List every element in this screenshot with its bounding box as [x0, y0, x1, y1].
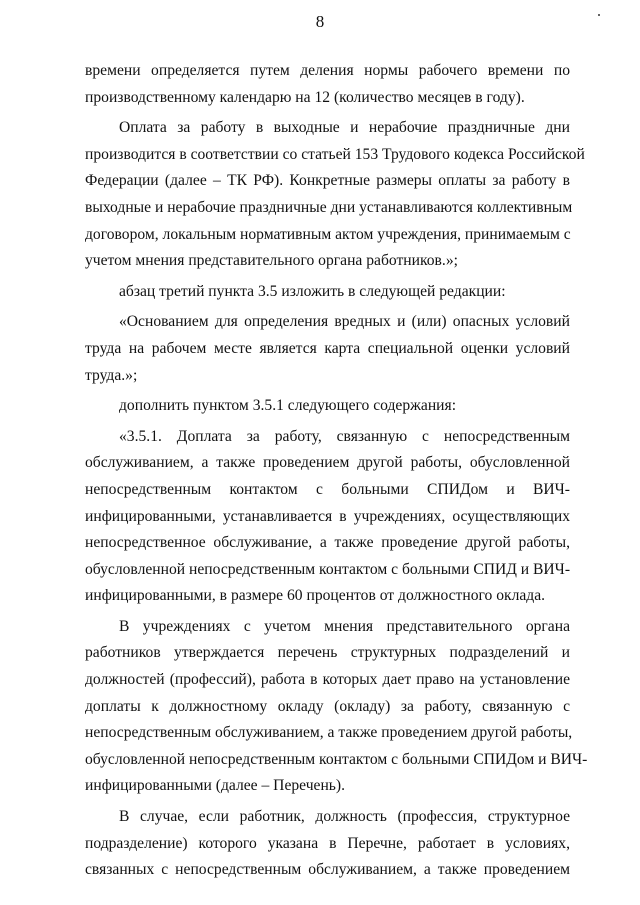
text-line: должностей (профессий), работа в которых дает право на установление: [85, 671, 570, 689]
text-line: труда.»;: [85, 366, 138, 384]
text-line: труда на рабочем месте является карта специальной оценки условий: [85, 339, 570, 357]
text-line: инфицированными, устанавливается в учреждениях, осуществляющих: [85, 507, 570, 525]
text-line: дополнить пунктом 3.5.1 следующего содержания:: [119, 397, 457, 415]
scan-dot: [598, 14, 600, 16]
text-line: времени определяется путем деления нормы рабочего времени по: [85, 62, 570, 79]
text-line: производится в соответствии со статьей 153 Трудового кодекса Российской: [85, 145, 585, 163]
text-line: непосредственное обслуживание, а также проведение другой работы,: [85, 534, 570, 552]
text-line: производственному календарю на 12 (количество месяцев в году).: [85, 88, 525, 106]
text-line: связанных с непосредственным обслуживанием, а также проведением: [85, 861, 570, 879]
text-line: «Основанием для определения вредных и (или) опасных условий: [119, 313, 570, 331]
text-line: выходные и нерабочие праздничные дни устанавливаются коллективным: [85, 198, 573, 216]
text-line: В случае, если работник, должность (профессия, структурное: [119, 808, 570, 826]
text-line: В учреждениях с учетом мнения представительного органа: [119, 617, 570, 635]
page-number: 8: [315, 12, 325, 31]
text-line: работников утверждается перечень структурных подразделений и: [85, 644, 570, 662]
text-line: «3.5.1. Доплата за работу, связанную с непосредственным: [119, 427, 570, 445]
body-text: [85, 58, 588, 884]
text-line: договором, локальным нормативным актом учреждения, принимаемым с: [85, 225, 571, 243]
text-line: непосредственным обслуживанием, а также проведением другой работы,: [85, 724, 573, 742]
text-line: обслуживанием, а также проведением другой работы, обусловленной: [85, 454, 570, 472]
text-line: обусловленной непосредственным контактом с больными СПИД и ВИЧ-: [85, 560, 571, 578]
text-line: учетом мнения представительного органа работников.»;: [85, 252, 458, 270]
text-line: непосредственным контактом с больными СПИДом и ВИЧ-: [85, 480, 570, 498]
text-line: инфицированными (далее – Перечень).: [85, 777, 346, 795]
text-line: обусловленной непосредственным контактом с больными СПИДом и ВИЧ-: [85, 750, 588, 768]
text-line: Федерации (далее – ТК РФ). Конкретные размеры оплаты за работу в: [85, 172, 570, 190]
text-line: доплаты к должностному окладу (окладу) за работу, связанную с: [85, 697, 570, 715]
text-line: Оплата за работу в выходные и нерабочие праздничные дни: [119, 119, 570, 137]
text-line: подразделение) которого указана в Перечне, работает в условиях,: [85, 834, 570, 852]
text-line: абзац третий пункта 3.5 изложить в следующей редакции:: [119, 282, 506, 300]
text-line: инфицированными, в размере 60 процентов от должностного оклада.: [85, 587, 546, 605]
